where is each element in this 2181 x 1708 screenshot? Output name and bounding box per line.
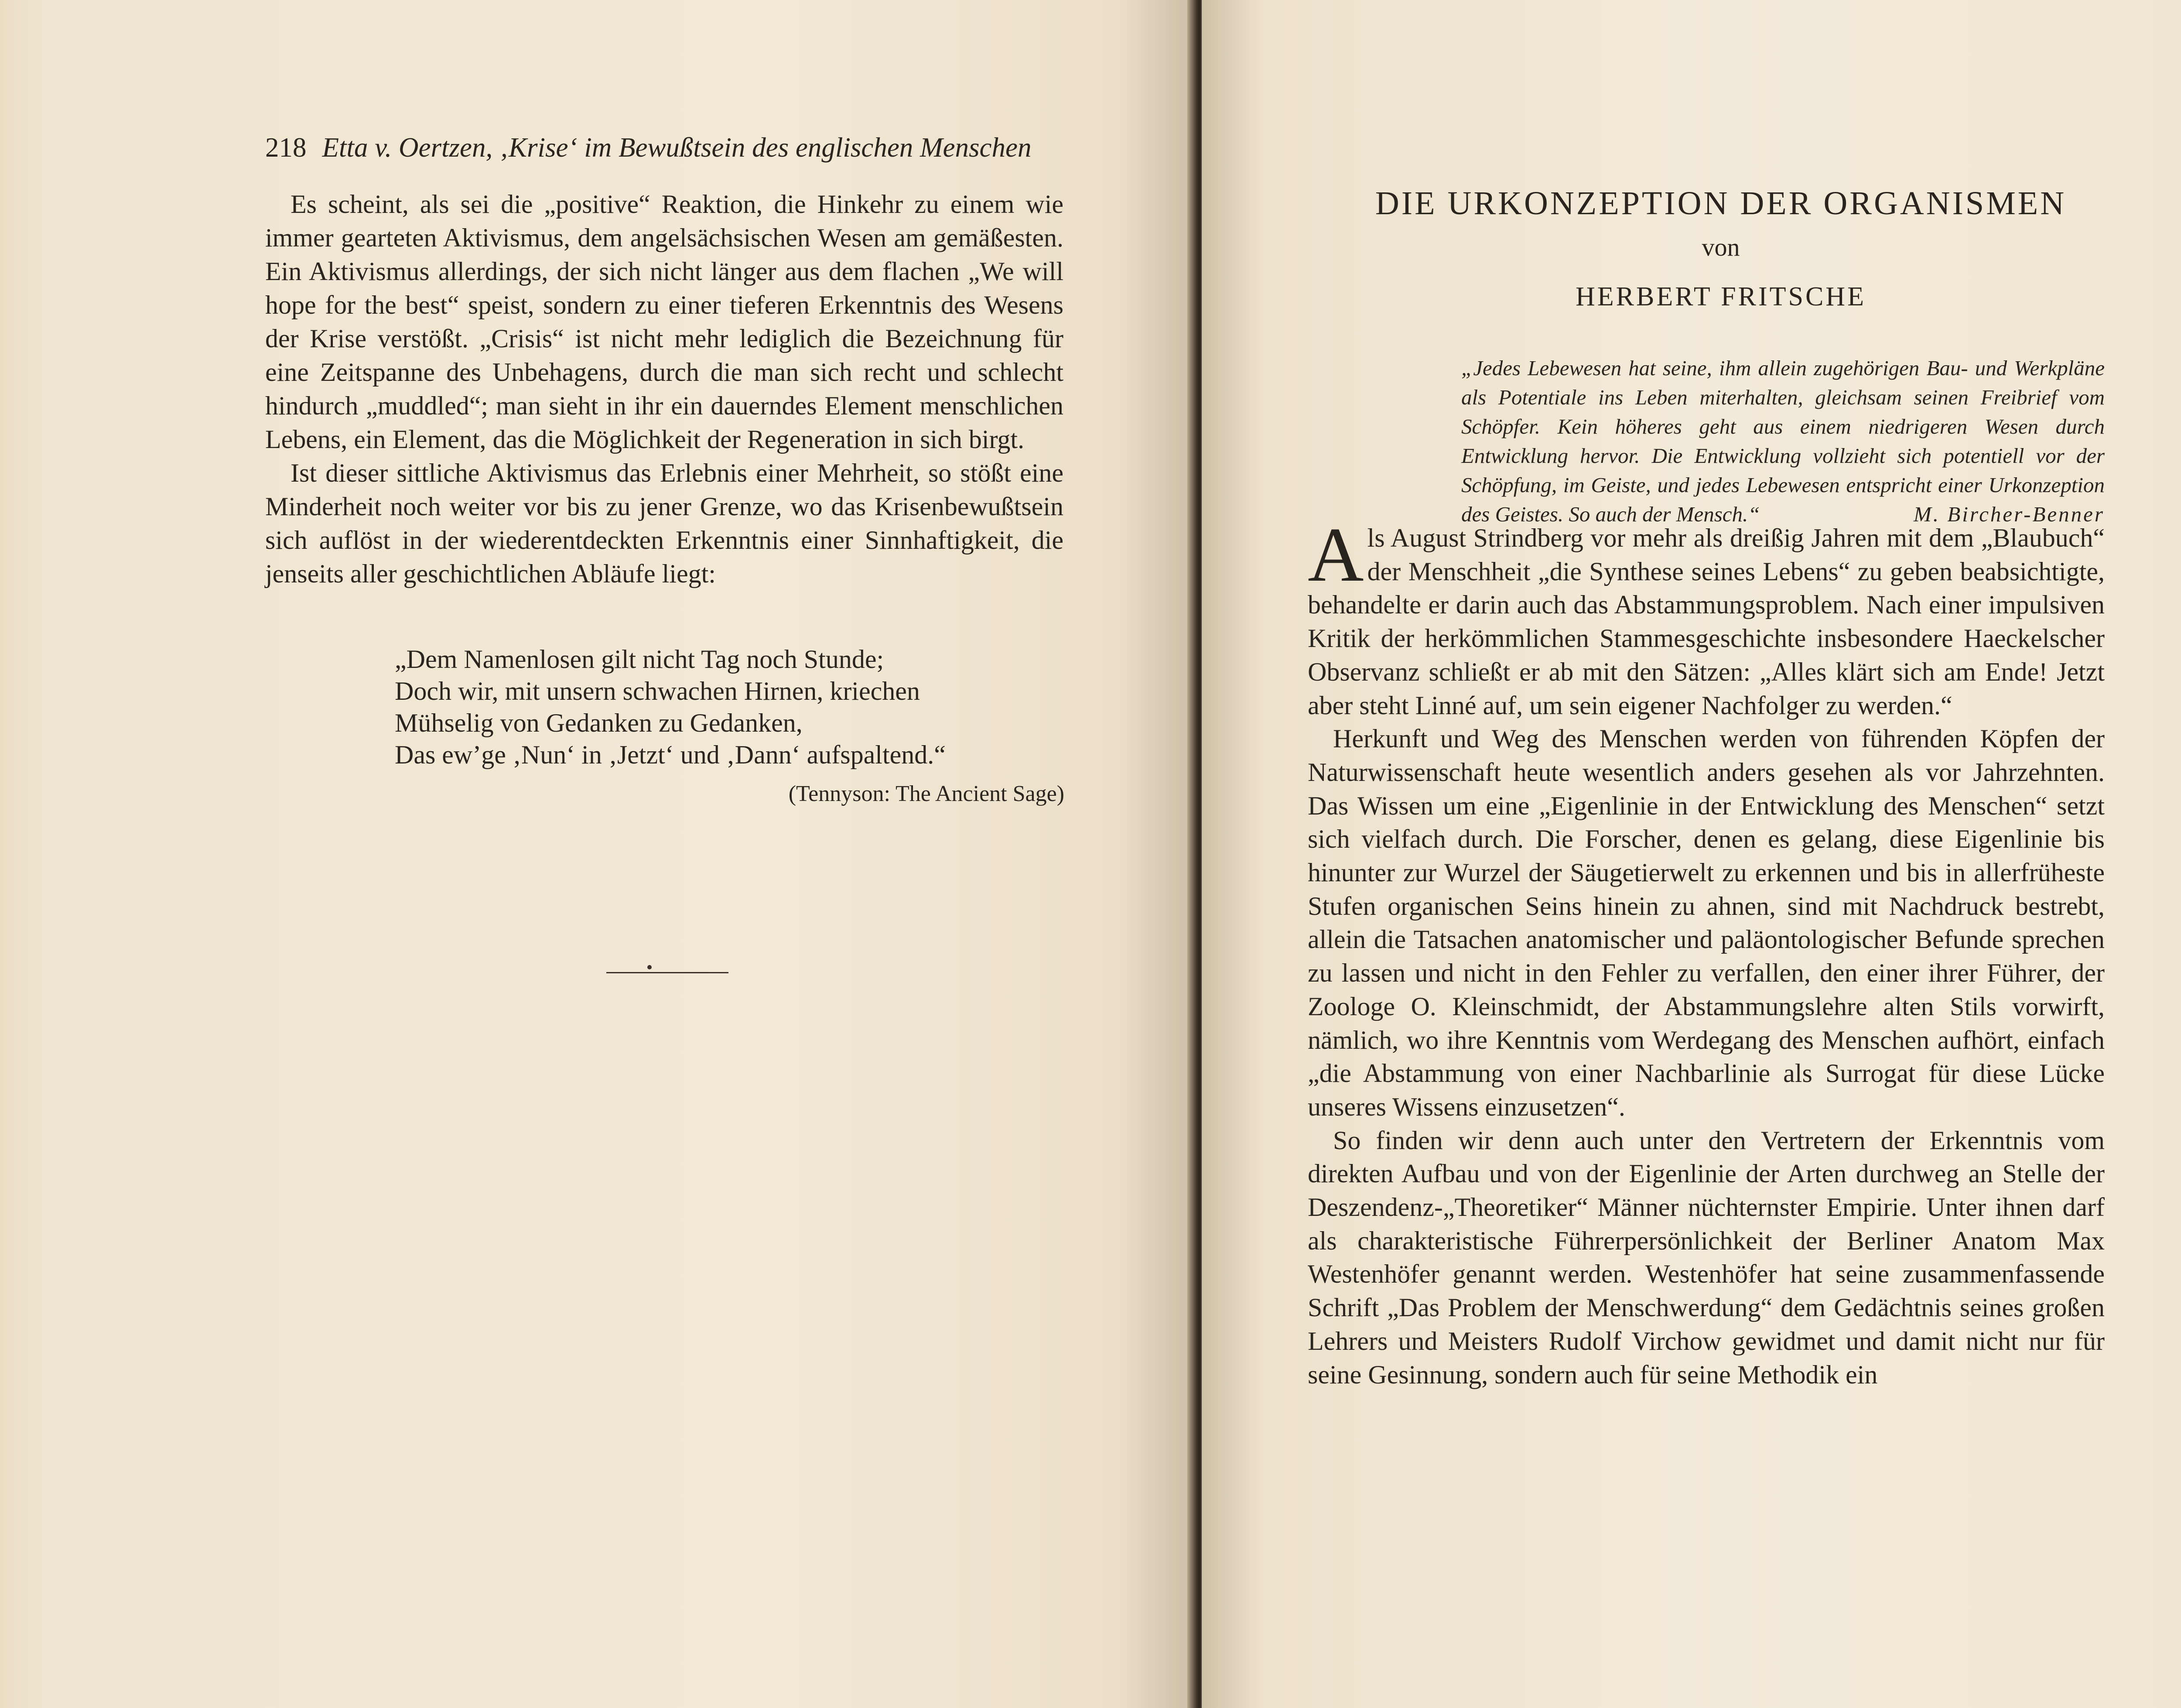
verse-line: Das ew’ge ‚Nun‘ in ‚Jetzt‘ und ‚Dann‘ aufspaltend.“: [395, 740, 946, 769]
verse-line: Mühselig von Gedanken zu Gedanken,: [395, 709, 803, 737]
verse-line: Doch wir, mit unsern schwachen Hirnen, kriechen: [395, 677, 920, 705]
article-title: DIE URKONZEPTION DER ORGANISMEN: [1375, 185, 2067, 222]
article-author: HERBERT FRITSCHE: [1576, 282, 1866, 311]
verse-line: „Dem Namenlosen gilt nicht Tag noch Stunde;: [395, 645, 884, 674]
epigraph-author: M. Bircher-Benner: [1913, 502, 2105, 526]
section-divider: [606, 972, 728, 973]
left-body-text: [265, 188, 1063, 591]
running-title: Etta v. Oertzen, ‚Krise‘ im Bewußtsein des englischen Menschen: [322, 132, 1032, 163]
running-head: [265, 130, 1063, 165]
page-number: 218: [265, 132, 307, 163]
byline-von: von: [1702, 233, 1740, 261]
paragraph: Ist dieser sittliche Aktivismus das Erlebnis einer Mehrheit, so stößt eine Minderheit noch weiter vor bis zu jener Grenze, wo das Krisenbewußtsein sich auflöst in der wiederentdeckten Erkenntnis einer Sinnhaftigkeit, die jenseits aller geschichtlichen Abläufe liegt:: [265, 459, 1063, 588]
paragraph: So finden wir denn auch unter den Vertretern der Erkenntnis vom direkten Aufbau und von der Eigenlinie der Arten durchweg an Stelle der Deszendenz-„Theoretiker“ Männer nüchternster Empirie. Unter ihnen darf als charakteristische Führerpersönlichkeit der Berliner Anatom Max Westenhöfer genannt werden. Westenhöfer hat seine zusammenfassende Schrift „Das Problem der Menschwerdung“ dem Gedächtnis seines großen Lehrers und Meisters Rudolf Virchow gewidmet und damit nicht nur für seine Gesinnung, sondern auch für seine Methodik ein: [1308, 1126, 2105, 1389]
opening-paragraph-text: ls August Strindberg vor mehr als dreißig Jahren mit dem „Blaubuch“ der Menschheit „die Synthese seines Lebens“ zu geben beabsichtigte, behandelte er darin auch das Abstammungsproblem. Nach einer impulsiven Kritik der herkömmlichen Stammesgeschichte insbesondere Haeckelscher Observanz schließt er ab mit den Sätzen: „Alles klärt sich am Ende! Jetzt aber steht Linné auf, um sein eigener Nachfolger zu werden.“: [1308, 524, 2105, 720]
divider-dot: [647, 965, 652, 969]
drop-cap: A: [1308, 511, 1364, 598]
epigraph: [1461, 353, 2105, 529]
paragraph: Herkunft und Weg des Menschen werden von führenden Köpfen der Naturwissenschaft heute wesentlich anders gesehen als vor Jahrzehnten. Das Wissen um eine „Eigenlinie in der Entwicklung des Menschen“ setzt sich vielfach durch. Die Forscher, denen es gelang, diese Eigenlinie bis hinunter zur Wurzel der Säugetierwelt zu erkennen und bis in allerfrüheste Stufen organischen Seins hinein zu ahnen, sind mit Nachdruck bestrebt, allein die Tatsachen anatomischer und paläontologischer Befunde sprechen zu lassen und nicht in den Fehler zu verfallen, den einer ihrer Führer, der Zoologe O. Kleinschmidt, der Abstammungslehre alten Stils vorwirft, nämlich, wo ihre Kenntnis vom Werdegang des Menschen aufhört, einfach „die Abstammung von einer Nachbarlinie als Surrogat für diese Lücke unseres Wissens einzusetzen“.: [1308, 724, 2105, 1121]
paragraph: Es scheint, als sei die „positive“ Reaktion, die Hinkehr zu einem wie immer gearteten Aktivismus, dem angelsächsischen Wesen am gemäßesten. Ein Aktivismus allerdings, der sich nicht länger aus dem flachen „We will hope for the best“ speist, sondern zu einer tieferen Erkenntnis des Wesens der Krise verstößt. „Crisis“ ist nicht mehr lediglich die Bezeichnung für eine Zeitspanne des Unbehagens, durch die man sich recht und schlecht hindurch „muddled“; man sieht in ihr ein dauerndes Element menschlichen Lebens, ein Element, das die Möglichkeit der Regeneration in sich birgt.: [265, 190, 1063, 454]
epigraph-text: „Jedes Lebewesen hat seine, ihm allein zugehörigen Bau- und Werkpläne als Potentiale ins Leben miterhalten, gleichsam seinen Freibrief vom Schöpfer. Kein höheres geht aus einem niedrigeren Wesen durch Entwicklung hervor. Die Entwicklung vollzieht sich potentiell vor der Schöpfung, im Geiste, und jedes Lebewesen entspricht einer Urkonzeption des Geistes. So auch der Mensch.“: [1461, 356, 2105, 526]
verse-source: (Tennyson: The Ancient Sage): [788, 781, 1064, 806]
verse-quote: [395, 643, 1071, 771]
